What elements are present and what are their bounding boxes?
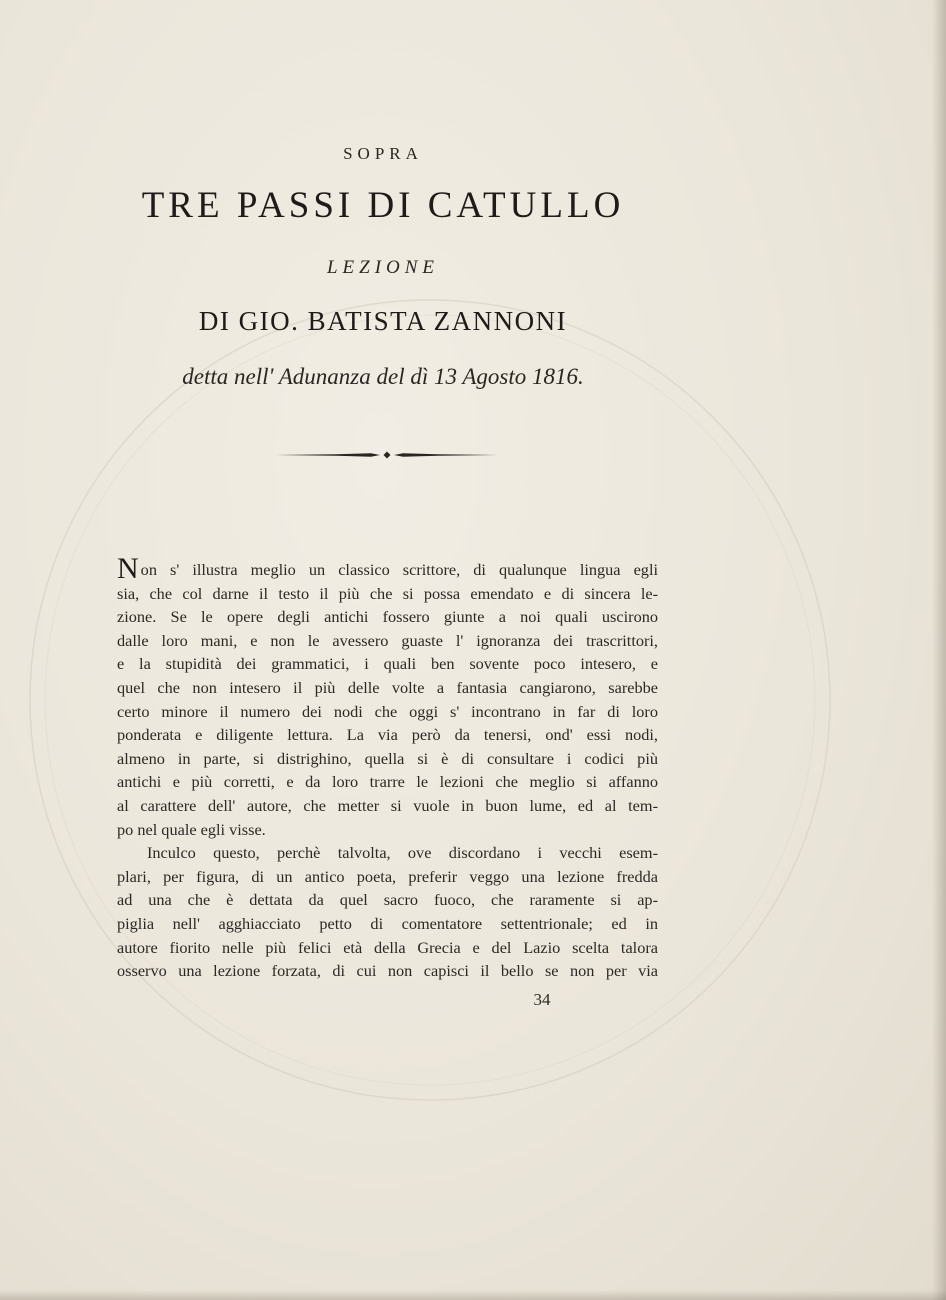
text-line-6: quel che non intesero il più delle volte a fantasia cangiarono, sarebbe	[117, 677, 658, 697]
text-line-18: osservo una lezione forzata, di cui non capisci il bello se non per via	[117, 961, 658, 981]
author-line: DI GIO. BATISTA ZANNONI	[198, 306, 568, 336]
pre-title: SOPRA	[343, 144, 423, 163]
body-text	[117, 558, 658, 983]
ornamental-rule	[276, 447, 498, 463]
text-line-14: plari, per figura, di un antico poeta, preferir veggo una lezione fredda	[117, 866, 658, 886]
text-line-5: e la stupidità dei grammatici, i quali ben sovente poco intesero, e	[117, 654, 658, 674]
text-line-13: Inculco questo, perchè talvolta, ove discordano i vecchi esem-	[147, 843, 658, 863]
text-line-15: ad una che è dettata da quel sacro fuoco, che raramente si ap-	[117, 890, 658, 910]
text-line-17: autore fiorito nelle più felici età della Grecia e del Lazio scelta talora	[117, 937, 658, 957]
text-line-10: antichi e più corretti, e da loro trarre le lezioni che meglio si affanno	[117, 772, 658, 792]
dedication-line: detta nell' Adunanza del dì 13 Agosto 1816.	[182, 364, 584, 389]
text-line-1: Non s' illustra meglio un classico scrittore, di qualunque lingua egli	[117, 558, 658, 582]
text-line-2: sia, che col darne il testo il più che si possa emendato e di sincera le-	[117, 583, 658, 603]
text-line-3: zione. Se le opere degli antichi fossero giunte a noi quali uscirono	[117, 607, 658, 627]
text-line-9: almeno in parte, si distrighino, quella si è di consultare i codici più	[117, 748, 658, 768]
main-title: TRE PASSI DI CATULLO	[141, 185, 625, 226]
subtitle: LEZIONE	[326, 257, 440, 278]
text-line-11: al carattere dell' autore, che metter si vuole in buon lume, ed al tem-	[117, 795, 658, 815]
text-line-16: piglia nell' agghiacciato petto di comentatore settentrionale; ed in	[117, 913, 658, 933]
page-bottom-shadow	[0, 1290, 946, 1300]
text-line-12: po nel quale egli visse.	[117, 819, 266, 839]
page-edge-shadow	[932, 0, 946, 1300]
page-number: 34	[533, 990, 551, 1009]
text-line-4: dalle loro mani, e non le avessero guaste l' ignoranza dei trascrittori,	[117, 630, 658, 650]
text-line-8: ponderata e diligente lettura. La via però da tenersi, ond' essi nodi,	[117, 725, 658, 745]
text-line-7: certo minore il numero dei nodi che oggi s' incontrano in far di loro	[117, 701, 658, 721]
drop-cap: N	[117, 558, 139, 582]
